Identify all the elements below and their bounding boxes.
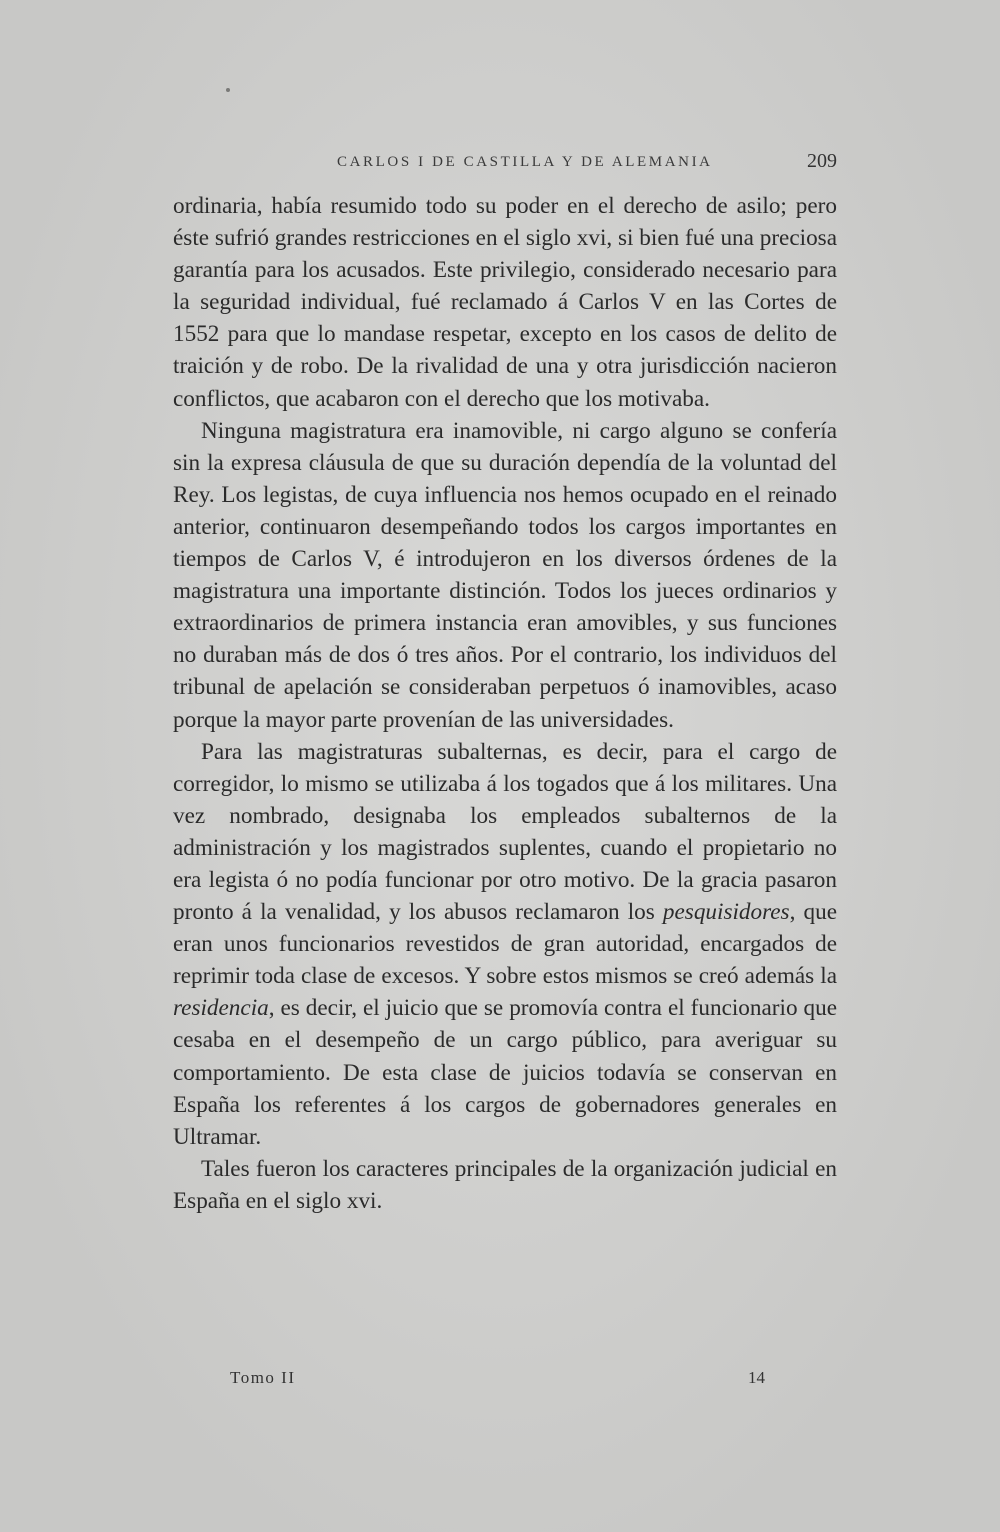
page-number: 209 [807,150,837,172]
paragraph-3-part-3: , es decir, el juicio que se promovía contra el funcionario que cesaba en el desempeño de un cargo público, para averiguar su comportamiento. De esta clase de juicios todavía se conservan en España los referentes á los cargos de gobernadores generales en Ultramar. [173,995,837,1150]
page-footer [230,1368,765,1394]
italic-term-residencia: residencia [173,995,269,1022]
paragraph-2: Ninguna magistratura era inamovible, ni cargo alguno se confería sin la expresa cláusula de que su duración dependía de la voluntad del Rey. Los legistas, de cuya influencia nos hemos ocupado en el reinado anterior, continuaron desempeñando todos los cargos importantes en tiempos de Carlos V, é introdujeron en los diversos órdenes de la magistratura una importante distinción. Todos los jueces ordinarios y extraordinarios de primera instancia eran amovibles, y sus funciones no duraban más de dos ó tres años. Por el contrario, los individuos del tribunal de apelación se consideraban perpetuos ó inamovibles, acaso porque la mayor parte provenían de las universidades. [173,417,837,733]
paragraph-1: ordinaria, había resumido todo su poder en el derecho de asilo; pero éste sufrió grandes restricciones en el siglo xvi, si bien fué una preciosa garantía para los acusados. Este privilegio, considerado necesario para la seguridad individual, fué reclamado á Carlos V en las Cortes de 1552 para que lo mandase respetar, excepto en los casos de delito de traición y de robo. De la rivalidad de una y otra jurisdicción nacieron conflictos, que acabaron con el derecho que los motivaba. [173,193,837,412]
running-title: CARLOS I DE CASTILLA Y DE ALEMANIA [337,154,713,170]
body-text [173,190,837,1217]
paper-speck [226,88,230,92]
paragraph-3-part-1: Para las magistraturas subalternas, es decir, para el cargo de corregidor, lo mismo se utilizaba á los togados que á los militares. Una vez nombrado, designaba los empleados subalternos de la administración y los magistrados suplentes, cuando el propietario no era legista ó no podía funcionar por otro motivo. De la gracia pasaron pronto á la venalidad, y los abusos reclamaron los [173,738,837,926]
volume-label: Tomo II [230,1368,296,1387]
paragraph-3 [173,736,837,1153]
italic-term-pesquisidores: pesquisidores [662,899,790,926]
paragraph-3-part-2: , que eran unos funcionarios revestidos de gran autoridad, encargados de reprimir toda clase de excesos. Y sobre estos mismos se creó además la [173,899,837,990]
signature-mark: 14 [748,1368,765,1387]
paragraph-4: Tales fueron los caracteres principales de la organización judicial en España en el siglo xvi. [173,1155,837,1214]
page-header [173,150,837,180]
